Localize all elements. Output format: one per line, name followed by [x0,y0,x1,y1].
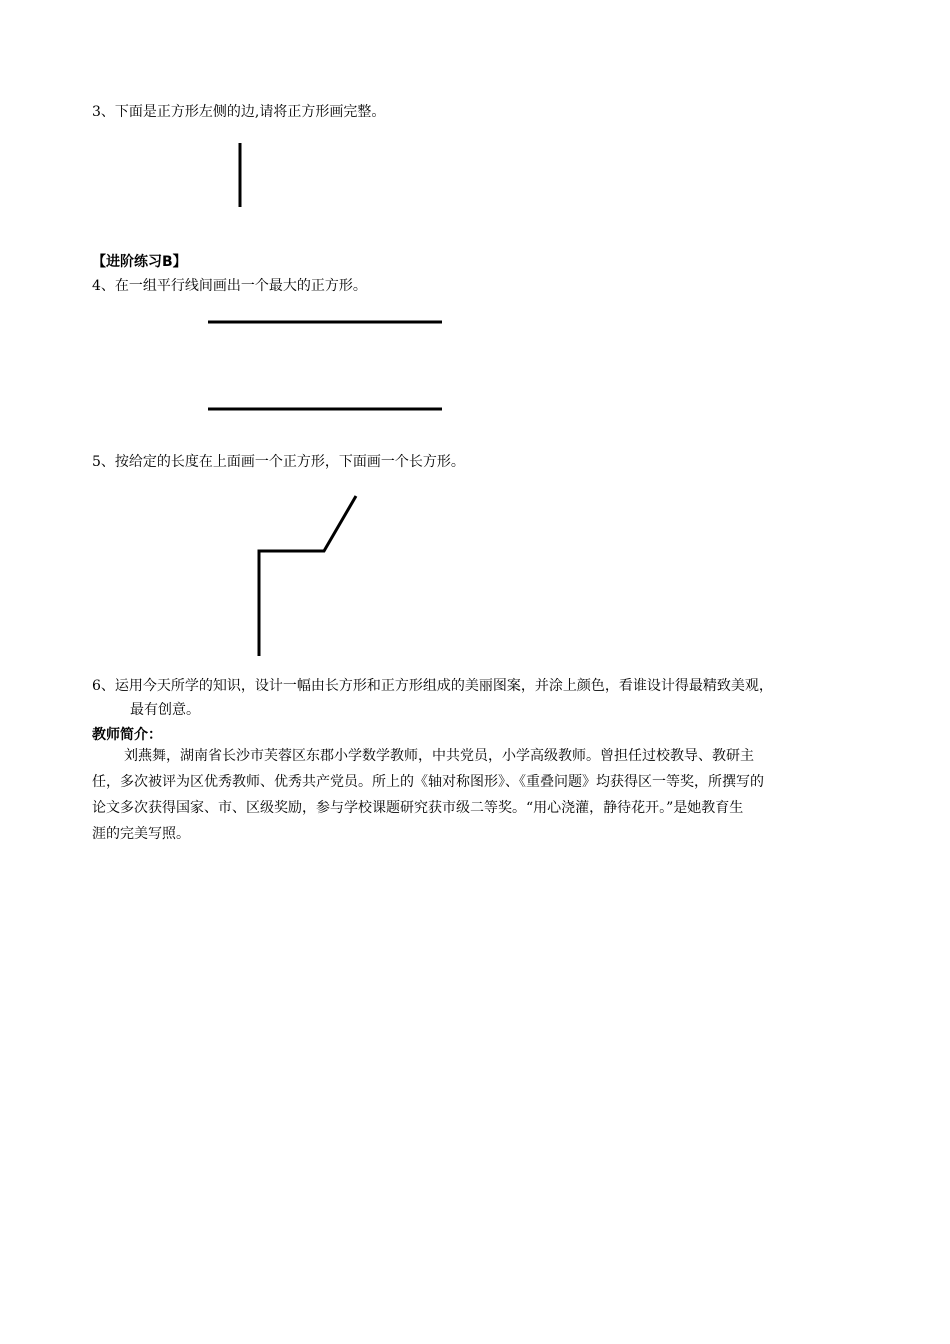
question-4-text: 4、在一组平行线间画出一个最大的正方形。 [92,278,367,294]
teacher-bio-line: 刘燕舞，湖南省长沙市芙蓉区东郡小学数学教师，中共党员，小学高级教师。曾担任过校教导、教研主 [124,748,754,764]
question-6-text-cont: 最有创意。 [130,702,200,718]
given-length-segments [259,496,356,656]
section-b-title: 【进阶练习B】 [92,254,187,270]
question-5-text: 5、按给定的长度在上面画一个正方形，下面画一个长方形。 [92,454,465,470]
teacher-intro-heading: 教师简介： [92,727,162,743]
question-6-text: 6、运用今天所学的知识，设计一幅由长方形和正方形组成的美丽图案，并涂上颜色，看谁设计得最精致美观， [92,678,773,694]
teacher-bio-line: 论文多次获得国家、市、区级奖励，参与学校课题研究获市级二等奖。“用心浇灌，静待花开。”是她教育生 [92,800,744,816]
teacher-bio-line: 涯的完美写照。 [92,826,190,842]
question-3-text: 3、下面是正方形左侧的边,请将正方形画完整。 [92,104,386,120]
teacher-bio-line: 任，多次被评为区优秀教师、优秀共产党员。所上的《轴对称图形》、《重叠问题》均获得区一等奖，所撰写的 [92,774,764,790]
teacher-bio [92,743,872,847]
